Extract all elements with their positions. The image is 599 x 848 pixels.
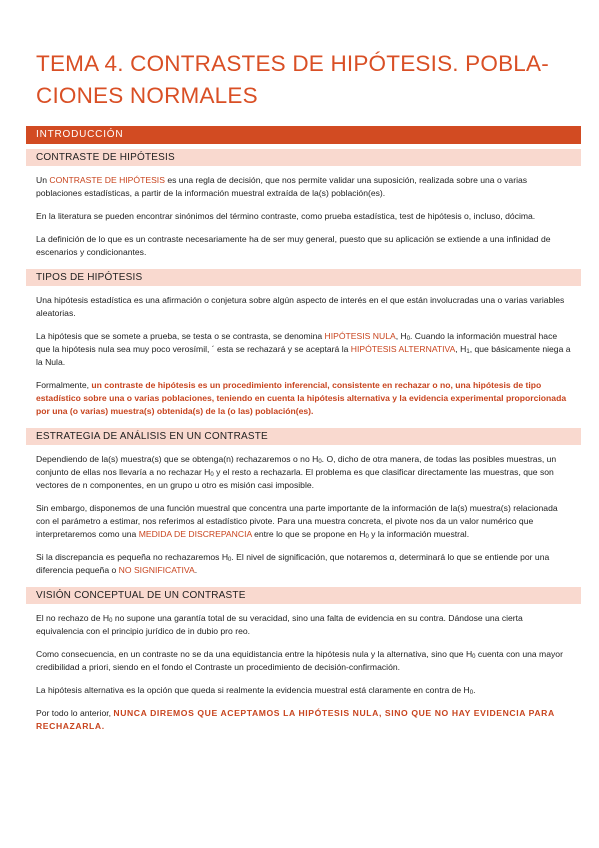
highlight-conclusion: NUNCA DIREMOS QUE ACEPTAMOS LA HIPÓTESIS NULA, SINO QUE NO HAY EVIDENCIA PARA RECHAZARLA — [36, 708, 555, 731]
subheader-contraste: CONTRASTE DE HIPÓTESIS — [26, 149, 581, 166]
paragraph — [36, 648, 581, 674]
paragraph: En la literatura se pueden encontrar sinónimos del término contraste, como prueba estadística, test de hipótesis o, incluso, dócima. — [36, 211, 536, 221]
paragraph: La definición de lo que es un contraste necesariamente ha de ser muy general, puesto que su aplicación se extiende a una infinidad de escenarios y condicionantes. — [36, 234, 551, 257]
page-title — [36, 48, 581, 112]
subscript: 0 — [365, 534, 369, 540]
highlight-definition: un contraste de hipótesis es un procedimiento inferencial, consistente en rechazar o no, una hipótesis de tipo estadístico sobre una o varias poblaciones, teniendo en cuenta la hipótesis alternativa y la evidencia experimental proporcionada por una (o varias) muestra(s) obtenida(s) de la (o las) población(es). — [36, 380, 567, 416]
text: Por todo lo anterior, — [36, 708, 114, 718]
text: . — [194, 565, 198, 575]
highlight-term: HIPÓTESIS ALTERNATIVA — [350, 344, 456, 354]
text: , que básicamente niega a la Nula. — [36, 344, 571, 367]
text: . — [473, 685, 476, 695]
subheader-vision: VISIÓN CONCEPTUAL DE UN CONTRASTE — [26, 587, 581, 604]
text: . — [101, 721, 105, 731]
section-header-introduccion: INTRODUCCIÓN — [26, 126, 581, 144]
text: y la información muestral. — [368, 529, 470, 539]
subscript: 0 — [228, 557, 232, 563]
subscript: 0 — [318, 459, 322, 465]
paragraph — [36, 684, 581, 697]
highlight-term: CONTRASTE DE HIPÓTESIS — [49, 175, 165, 185]
text: , H — [455, 344, 467, 354]
title-line-2: CIONES NORMALES — [36, 83, 258, 108]
text: cuenta con una mayor credibilidad a priori, siendo en el fondo el Contraste un procedimiento de decisión-confirmación. — [36, 649, 563, 672]
paragraph — [36, 174, 581, 200]
text: Un — [36, 175, 50, 185]
text: . O, dicho de otra manera, de todas las posibles muestras, un conjunto de ellas nos llevaría a no rechazar H — [36, 454, 557, 477]
text: entre lo que se propone en H — [251, 529, 366, 539]
text: y el resto a rechazarla. El problema es que clasificar directamente las muestras, que son vectores de n componentes, en un grupo u otro es misión casi imposible. — [36, 467, 554, 490]
text: , H — [395, 331, 407, 341]
subheader-estrategia: ESTRATEGIA DE ANÁLISIS EN UN CONTRASTE — [26, 428, 581, 445]
subscript: 1 — [466, 349, 470, 355]
subscript: 0 — [469, 690, 474, 696]
subscript: 0 — [210, 472, 214, 478]
subscript: 0 — [109, 618, 113, 624]
highlight-term: MEDIDA DE DISCREPANCIA — [138, 529, 252, 539]
text: La hipótesis que se somete a prueba, se testa o se contrasta, se denomina — [36, 331, 325, 341]
text: . El nivel de significación, que notaremos α, determinará lo que se entiende por una diferencia pequeña o — [36, 552, 550, 575]
text: El no rechazo de H — [36, 613, 110, 623]
paragraph: Una hipótesis estadística es una afirmación o conjetura sobre algún aspecto de interés en el que están involucradas una o varias variables aleatorias. — [36, 295, 565, 318]
text: Si la discrepancia es pequeña no rechazaremos H — [36, 552, 229, 562]
subscript: 0 — [472, 654, 476, 660]
paragraph — [36, 707, 581, 733]
text: Sin embargo, disponemos de una función muestral que concentra una parte importante de la información de la(s) muestra(s) relacionada con el parámetro a estimar, nos referimos al estadístico pivote. Para una muestra concreta, el pivote nos da un valor numérico que interpretaremos como una — [36, 503, 558, 539]
paragraph — [36, 379, 581, 418]
paragraph — [36, 551, 581, 577]
paragraph — [36, 330, 581, 369]
paragraph — [36, 453, 581, 492]
text: Como consecuencia, en un contraste no se da una equidistancia entre la hipótesis nula y la alternativa, sino que H — [36, 649, 473, 659]
text: La hipótesis alternativa es la opción que queda si realmente la evidencia muestral está claramente en contra de H — [36, 685, 470, 695]
text: . Cuando la información muestral hace que la hipótesis nula sea muy poco verosímil, ´ esta se rechazará y se aceptará la — [36, 331, 558, 354]
paragraph — [36, 612, 581, 638]
subscript: 0 — [406, 336, 411, 342]
paragraph — [36, 502, 581, 541]
text: es una regla de decisión, que nos permite validar una suposición, realizada sobre una o varias poblaciones estadísticas, a partir de la información muestral extraída de la(s) población(es). — [36, 175, 528, 198]
highlight-term: HIPÓTESIS NULA — [324, 331, 396, 341]
title-line-1: TEMA 4. CONTRASTES DE HIPÓTESIS. POBLA- — [36, 51, 549, 76]
text: Dependiendo de la(s) muestra(s) que se obtenga(n) rechazaremos o no H — [36, 454, 319, 464]
highlight-term: NO SIGNIFICATIVA — [118, 565, 195, 575]
text: no supone una garantía total de su veracidad, sino una falta de evidencia en su contra. Dándose una cierta equivalencia con el principio jurídico de in dubio pro reo. — [36, 613, 523, 636]
subheader-tipos: TIPOS DE HIPÓTESIS — [26, 269, 581, 286]
text: Formalmente, — [36, 380, 92, 390]
